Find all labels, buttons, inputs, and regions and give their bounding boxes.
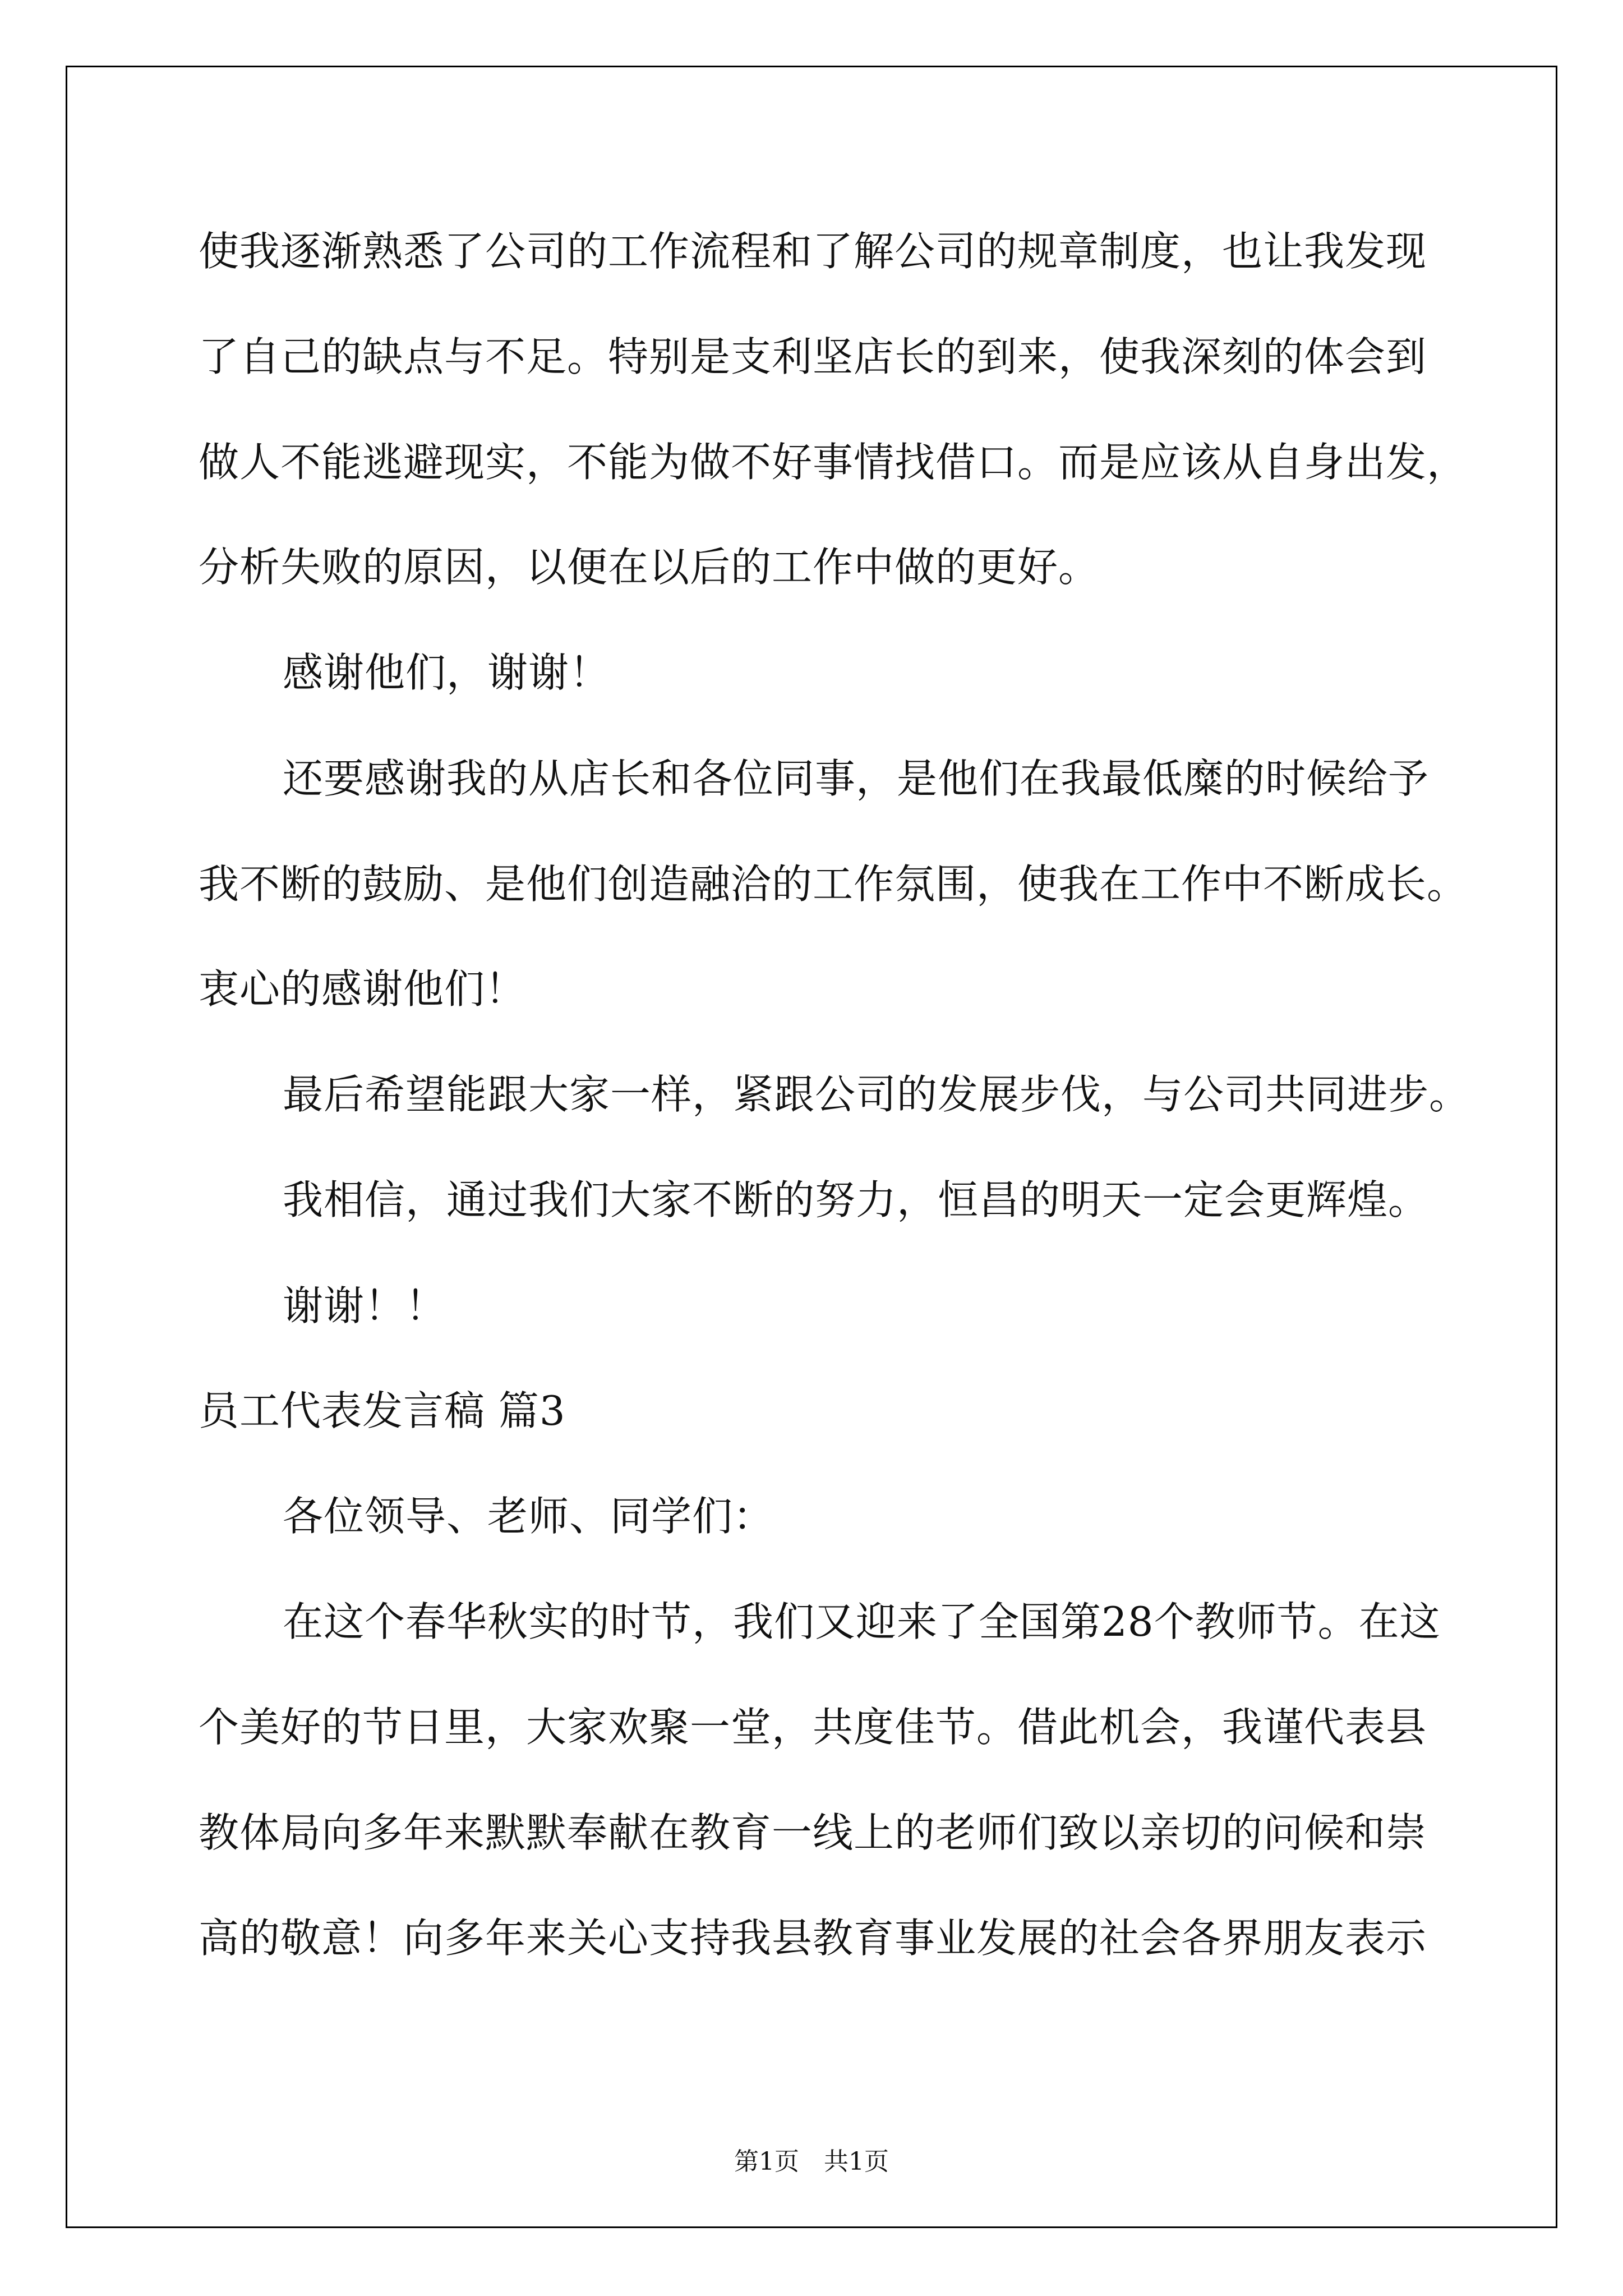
text-line: 衷心的感谢他们！ — [199, 965, 527, 1013]
page-border — [66, 66, 1557, 2228]
text-line: 在这个春华秋实的时节，我们又迎来了全国第28个教师节。在这 — [283, 1598, 1441, 1645]
page-number-footer: 第1页 共1页 — [734, 2147, 889, 2176]
text-line: 谢谢！！ — [283, 1282, 447, 1329]
text-line: 我相信，通过我们大家不断的努力，恒昌的明天一定会更辉煌。 — [283, 1176, 1430, 1223]
text-line: 感谢他们，谢谢！ — [283, 649, 611, 696]
text-line: 教体局向多年来默默奉献在教育一线上的老师们致以亲切的问候和崇 — [199, 1809, 1427, 1856]
text-line: 高的敬意！向多年来关心支持我县教育事业发展的社会各界朋友表示 — [199, 1915, 1427, 1962]
text-line: 最后希望能跟大家一样，紧跟公司的发展步伐，与公司共同进步。 — [283, 1071, 1470, 1118]
salutation: 各位领导、老师、同学们： — [283, 1493, 774, 1540]
text-line: 我不断的鼓励、是他们创造融洽的工作氛围，使我在工作中不断成长。 — [199, 861, 1468, 908]
text-line: 了自己的缺点与不足。特别是支利坚店长的到来，使我深刻的体会到 — [199, 333, 1427, 380]
text-line: 做人不能逃避现实，不能为做不好事情找借口。而是应该从自身出发， — [199, 439, 1468, 486]
text-line: 使我逐渐熟悉了公司的工作流程和了解公司的规章制度，也让我发现 — [199, 228, 1427, 275]
text-line: 个美好的节日里，大家欢聚一堂，共度佳节。借此机会，我谨代表县 — [199, 1704, 1427, 1751]
text-line: 分析失败的原因，以便在以后的工作中做的更好。 — [199, 544, 1100, 591]
text-line: 还要感谢我的从店长和各位同事，是他们在我最低糜的时候给予 — [283, 755, 1430, 802]
section-heading: 员工代表发言稿 篇3 — [199, 1387, 566, 1434]
